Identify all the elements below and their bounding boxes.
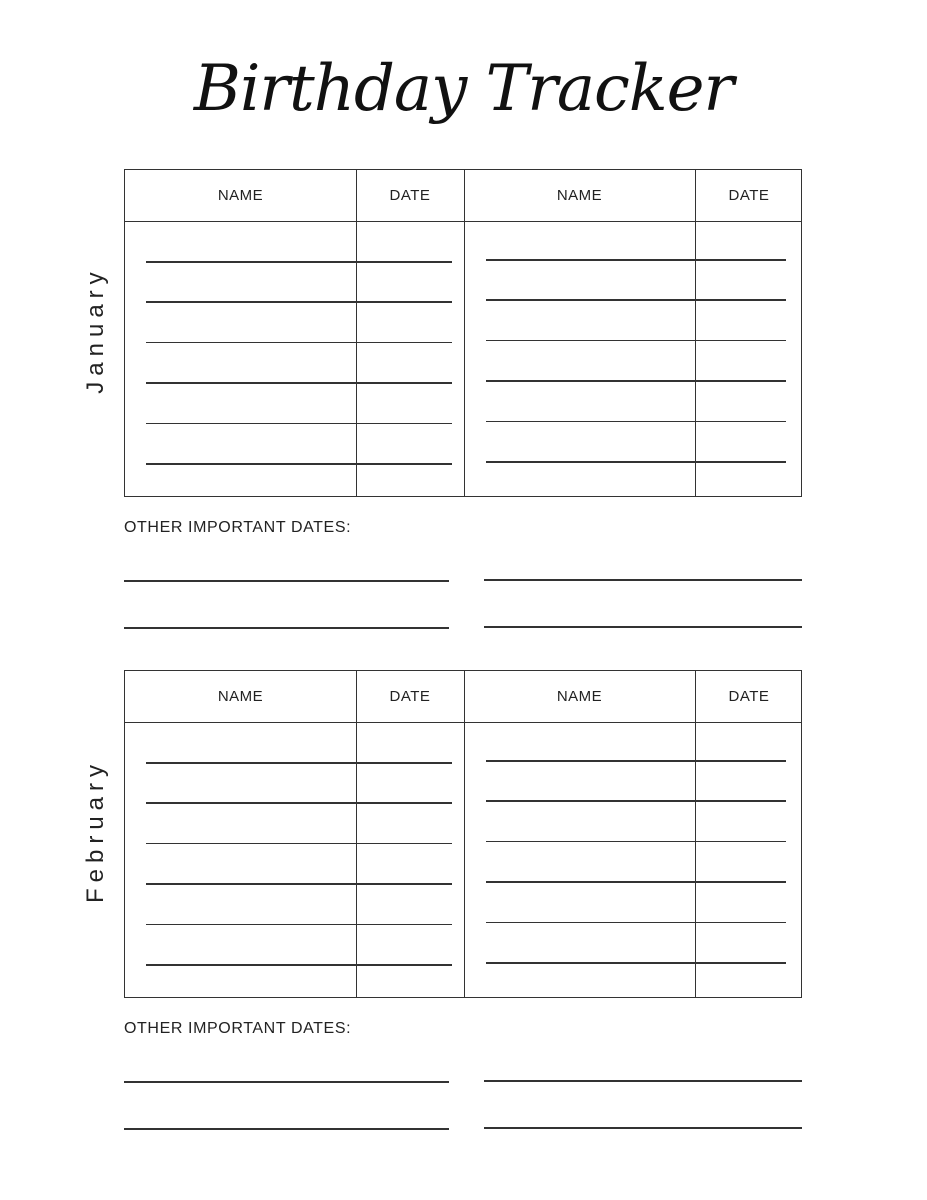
entry-line[interactable] <box>486 299 786 301</box>
entry-line[interactable] <box>486 760 786 762</box>
column-divider <box>356 170 357 496</box>
column-divider <box>695 671 696 997</box>
column-header: DATE <box>728 187 770 204</box>
column-header: DATE <box>728 688 770 705</box>
other-date-line[interactable] <box>484 1127 802 1129</box>
entry-line[interactable] <box>146 342 452 344</box>
column-header: DATE <box>389 187 431 204</box>
entry-line[interactable] <box>146 964 452 966</box>
entry-line[interactable] <box>486 340 786 342</box>
other-dates-label: OTHER IMPORTANT DATES: <box>124 1020 352 1037</box>
entry-line[interactable] <box>146 883 452 885</box>
entry-line[interactable] <box>486 421 786 423</box>
entry-line[interactable] <box>486 922 786 924</box>
entry-line[interactable] <box>146 843 452 845</box>
entry-line[interactable] <box>486 881 786 883</box>
column-header: NAME <box>556 688 603 705</box>
column-divider <box>464 671 465 997</box>
other-dates-label: OTHER IMPORTANT DATES: <box>124 519 352 536</box>
entry-line[interactable] <box>146 924 452 926</box>
entry-line[interactable] <box>146 802 452 804</box>
other-date-line[interactable] <box>484 626 802 628</box>
entry-line[interactable] <box>486 259 786 261</box>
column-header: DATE <box>389 688 431 705</box>
other-date-line[interactable] <box>124 580 449 582</box>
entry-line[interactable] <box>146 463 452 465</box>
other-date-line[interactable] <box>124 627 449 629</box>
entry-line[interactable] <box>146 382 452 384</box>
entry-line[interactable] <box>146 301 452 303</box>
other-date-line[interactable] <box>124 1128 449 1130</box>
entry-line[interactable] <box>486 800 786 802</box>
column-divider <box>695 170 696 496</box>
other-date-line[interactable] <box>484 1080 802 1082</box>
column-header: NAME <box>217 688 264 705</box>
other-date-line[interactable] <box>484 579 802 581</box>
column-header: NAME <box>556 187 603 204</box>
entry-line[interactable] <box>146 261 452 263</box>
entry-line[interactable] <box>486 962 786 964</box>
other-date-line[interactable] <box>124 1081 449 1083</box>
column-header: NAME <box>217 187 264 204</box>
entry-line[interactable] <box>486 380 786 382</box>
entry-line[interactable] <box>486 461 786 463</box>
entry-line[interactable] <box>486 841 786 843</box>
birthday-table <box>124 169 802 497</box>
entry-line[interactable] <box>146 762 452 764</box>
month-label: January <box>82 266 109 394</box>
month-label: February <box>82 758 109 904</box>
entry-line[interactable] <box>146 423 452 425</box>
column-divider <box>464 170 465 496</box>
column-divider <box>356 671 357 997</box>
birthday-table <box>124 670 802 998</box>
page-title: Birthday Tracker <box>193 52 734 126</box>
